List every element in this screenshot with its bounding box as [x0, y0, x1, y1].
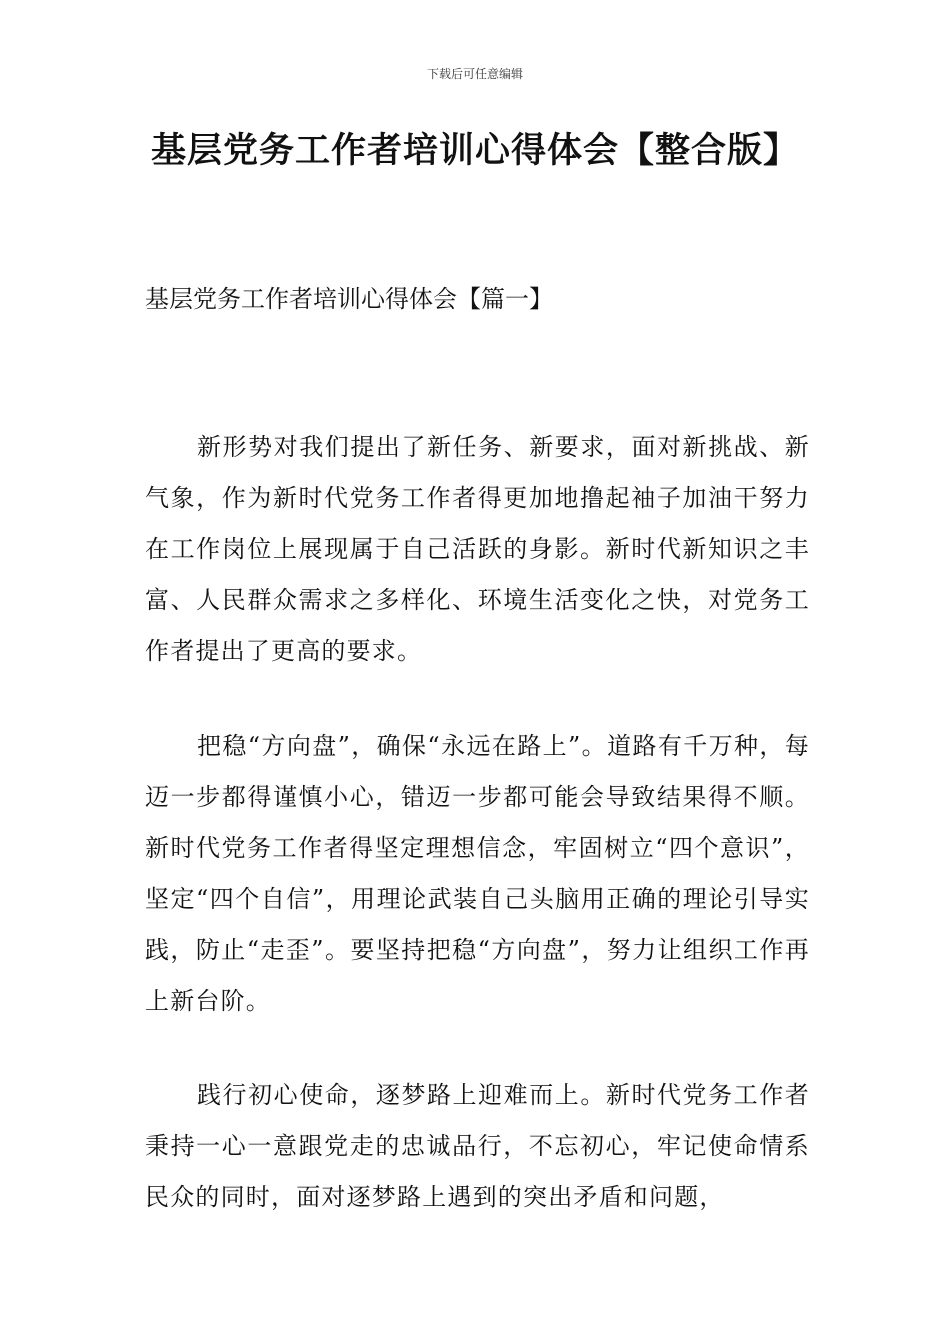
body-paragraph-1: 新形势对我们提出了新任务、新要求，面对新挑战、新气象，作为新时代党务工作者得更加地撸起袖子加油干努力在工作岗位上展现属于自己活跃的身影。新时代新知识之丰富、人民群众需求之多样化、环境生活变化之快，对党务工作者提出了更高的要求。 [145, 433, 810, 665]
header-note: 下载后可任意编辑 [426, 67, 523, 81]
body-paragraph-2: 把稳“方向盘”，确保“永远在路上”。道路有千万种，每迈一步都得谨慎小心，错迈一步都可能会导致结果得不顺。新时代党务工作者得坚定理想信念，牢固树立“四个意识”，坚定“四个自信”，用理论武装自己头脑用正确的理论引导实践，防止“走歪”。要坚持把稳“方向盘”，努力让组织工作再上新台阶。 [145, 732, 810, 1015]
body-paragraph-3: 践行初心使命，逐梦路上迎难而上。新时代党务工作者秉持一心一意跟党走的忠诚品行，不忘初心，牢记使命情系民众的同时，面对逐梦路上遇到的突出矛盾和问题， [145, 1081, 810, 1211]
section-heading: 基层党务工作者培训心得体会【篇一】 [145, 285, 553, 313]
document-title: 基层党务工作者培训心得体会【整合版】 [150, 130, 799, 171]
